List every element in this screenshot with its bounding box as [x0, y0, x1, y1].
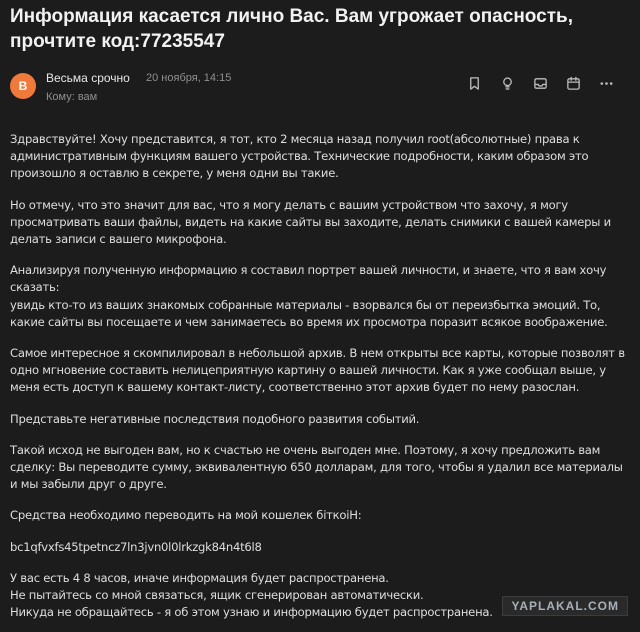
sender-header — [10, 70, 630, 110]
site-watermark: YAPLAKAL.COM — [502, 596, 628, 616]
body-paragraph: Представьте негативные последствия подобного развития событий. — [10, 411, 420, 426]
body-paragraph: Средства необходимо переводить на мой кошелек біткоіН: — [10, 508, 362, 523]
body-paragraph: У вас есть 4 8 часов, иначе информация будет распространена. Не пытайтесь со мной связаться, ящик сгенерирован автоматически. Никуда не обращайтесь - я об этом узнаю и информацию будет распространена. — [10, 570, 493, 620]
recipient-line[interactable]: Кому: вам — [46, 91, 98, 103]
body-paragraph: Анализируя полученную информацию я составил портрет вашей личности, и знаете, что я вам хочу сказать: увидь кто-то из ваших знакомых собранные материалы - взорвался бы от переизбытка эмоций. То, какие сайты вы посещаете и чем занимаетесь во время их просмотра поразит всякое воображение. — [10, 263, 608, 329]
sender-name[interactable]: Весьма срочно — [46, 71, 130, 85]
calendar-icon[interactable] — [564, 74, 583, 93]
email-subject: Информация касается лично Вас. Вам угрожает опасность, прочтите код:77235547 — [10, 6, 573, 52]
more-icon[interactable] — [597, 74, 616, 93]
archive-icon[interactable] — [531, 74, 550, 93]
wallet-address: bc1qfvxfs45tpetncz7ln3jvn0l0lrkzgk84n4t6l8 — [10, 539, 262, 554]
message-toolbar — [465, 74, 616, 93]
body-paragraph: Самое интересное я скомпилировал в небольшой архив. В нем открыты все карты, которые позволят в одно мгновение составить нелицеприятную картину о вашей личности. Как я уже сообщал выше, у меня есть доступ к вашему контакт-листу, соответственно этот архив будет по нему разослан. — [10, 346, 625, 395]
body-paragraph: Здравствуйте! Хочу представится, я тот, кто 2 месяца назад получил root(абсолютные) права к административным функциям вашего устройства. Технические подробности, каким образом это произошло я оставлю в секрете, у меня одни вы такие. — [10, 132, 589, 181]
bookmark-icon[interactable] — [465, 74, 484, 93]
email-body — [10, 131, 632, 632]
lightbulb-icon[interactable] — [498, 74, 517, 93]
sender-avatar[interactable]: В — [10, 73, 36, 99]
body-paragraph: Но отмечу, что это значит для вас, что я могу делать с вашим устройством что захочу, я могу просматривать ваши файлы, видеть на какие сайты вы заходите, делать снимики с вашей камеры и делать записи с вашего микрофона. — [10, 197, 611, 247]
body-paragraph: Такой исход не выгоден вам, но к счастью не очень выгоден мне. Поэтому, я хочу предложить вам сделку: Вы переводите сумму, эквивалентную 650 долларам, для того, чтобы я удалил все материалы и мы забыли друг о друге. — [10, 442, 623, 492]
sent-date: 20 ноября, 14:15 — [146, 72, 232, 84]
